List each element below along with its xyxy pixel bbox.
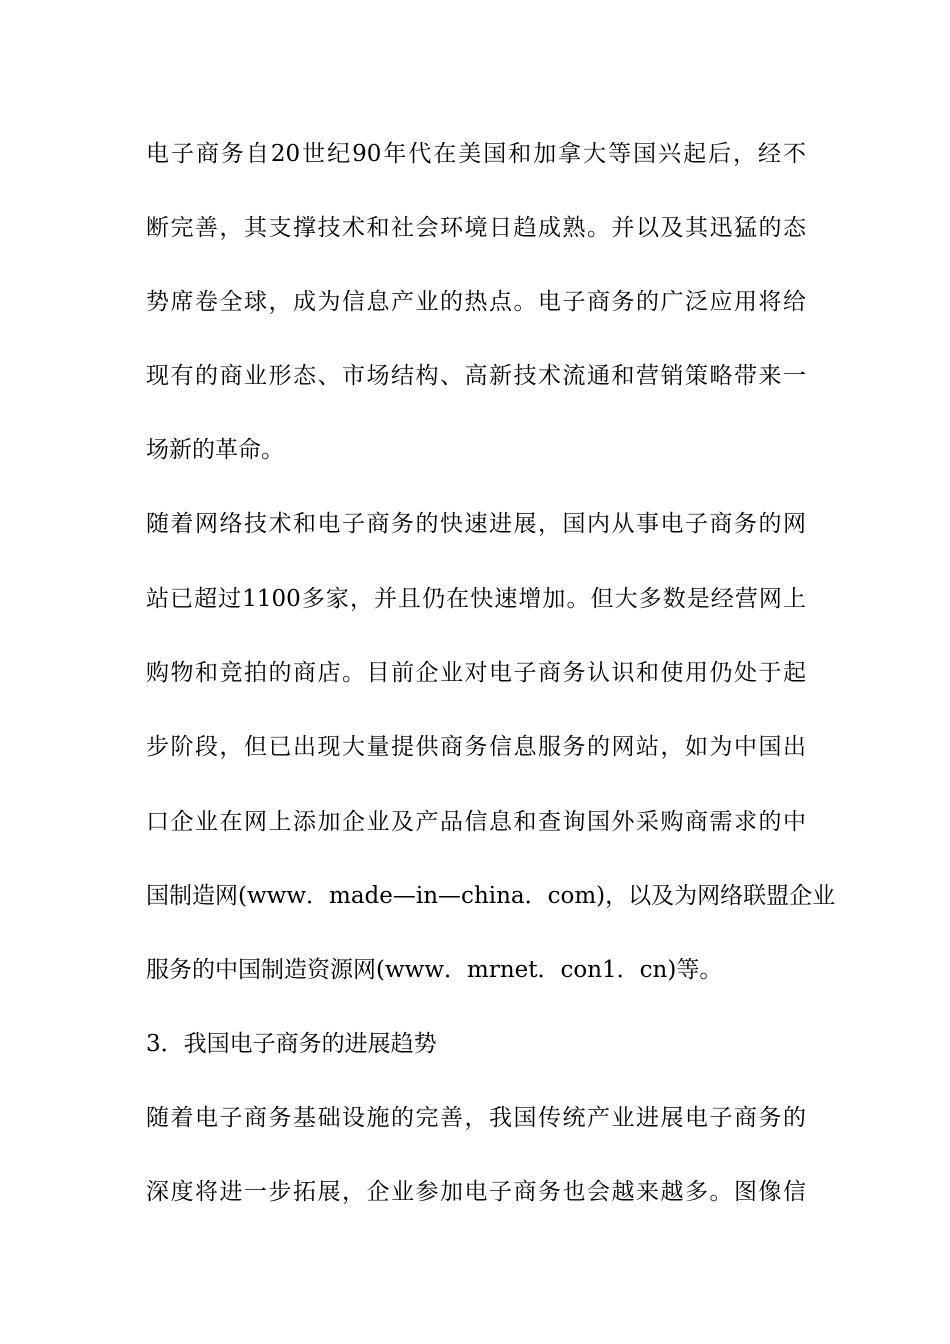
text-line: 购物和竞拍的商店。目前企业对电子商务认识和使用仍处于起 <box>146 660 806 686</box>
text-line: 断完善，其支撑技术和社会环境日趋成熟。并以及其迅猛的态 <box>146 215 806 241</box>
text-line: 国制造网(www．made—in—china．com)，以及为网络联盟企业 <box>146 883 836 909</box>
text-line: 势席卷全球，成为信息产业的热点。电子商务的广泛应用将给 <box>146 289 806 315</box>
text-line: 口企业在网上添加企业及产品信息和查询国外采购商需求的中 <box>146 809 806 835</box>
section-heading: 3．我国电子商务的进展趋势 <box>146 1031 437 1057</box>
text-line: 现有的商业形态、市场结构、高新技术流通和营销策略带来一 <box>146 363 806 389</box>
text-line: 电子商务自20世纪90年代在美国和加拿大等国兴起后，经不 <box>146 141 806 167</box>
text-line: 步阶段，但已出现大量提供商务信息服务的网站，如为中国出 <box>146 734 806 760</box>
text-line: 随着电子商务基础设施的完善，我国传统产业进展电子商务的 <box>146 1105 806 1131</box>
text-line: 场新的革命。 <box>146 437 284 463</box>
text-line: 服务的中国制造资源网(www．mrnet．con1．cn)等。 <box>146 957 723 983</box>
text-line: 随着网络技术和电子商务的快速进展，国内从事电子商务的网 <box>146 511 806 537</box>
text-line: 深度将进一步拓展，企业参加电子商务也会越来越多。图像信 <box>146 1179 806 1205</box>
text-line: 站已超过1100多家，并且仍在快速增加。但大多数是经营网上 <box>146 586 806 612</box>
